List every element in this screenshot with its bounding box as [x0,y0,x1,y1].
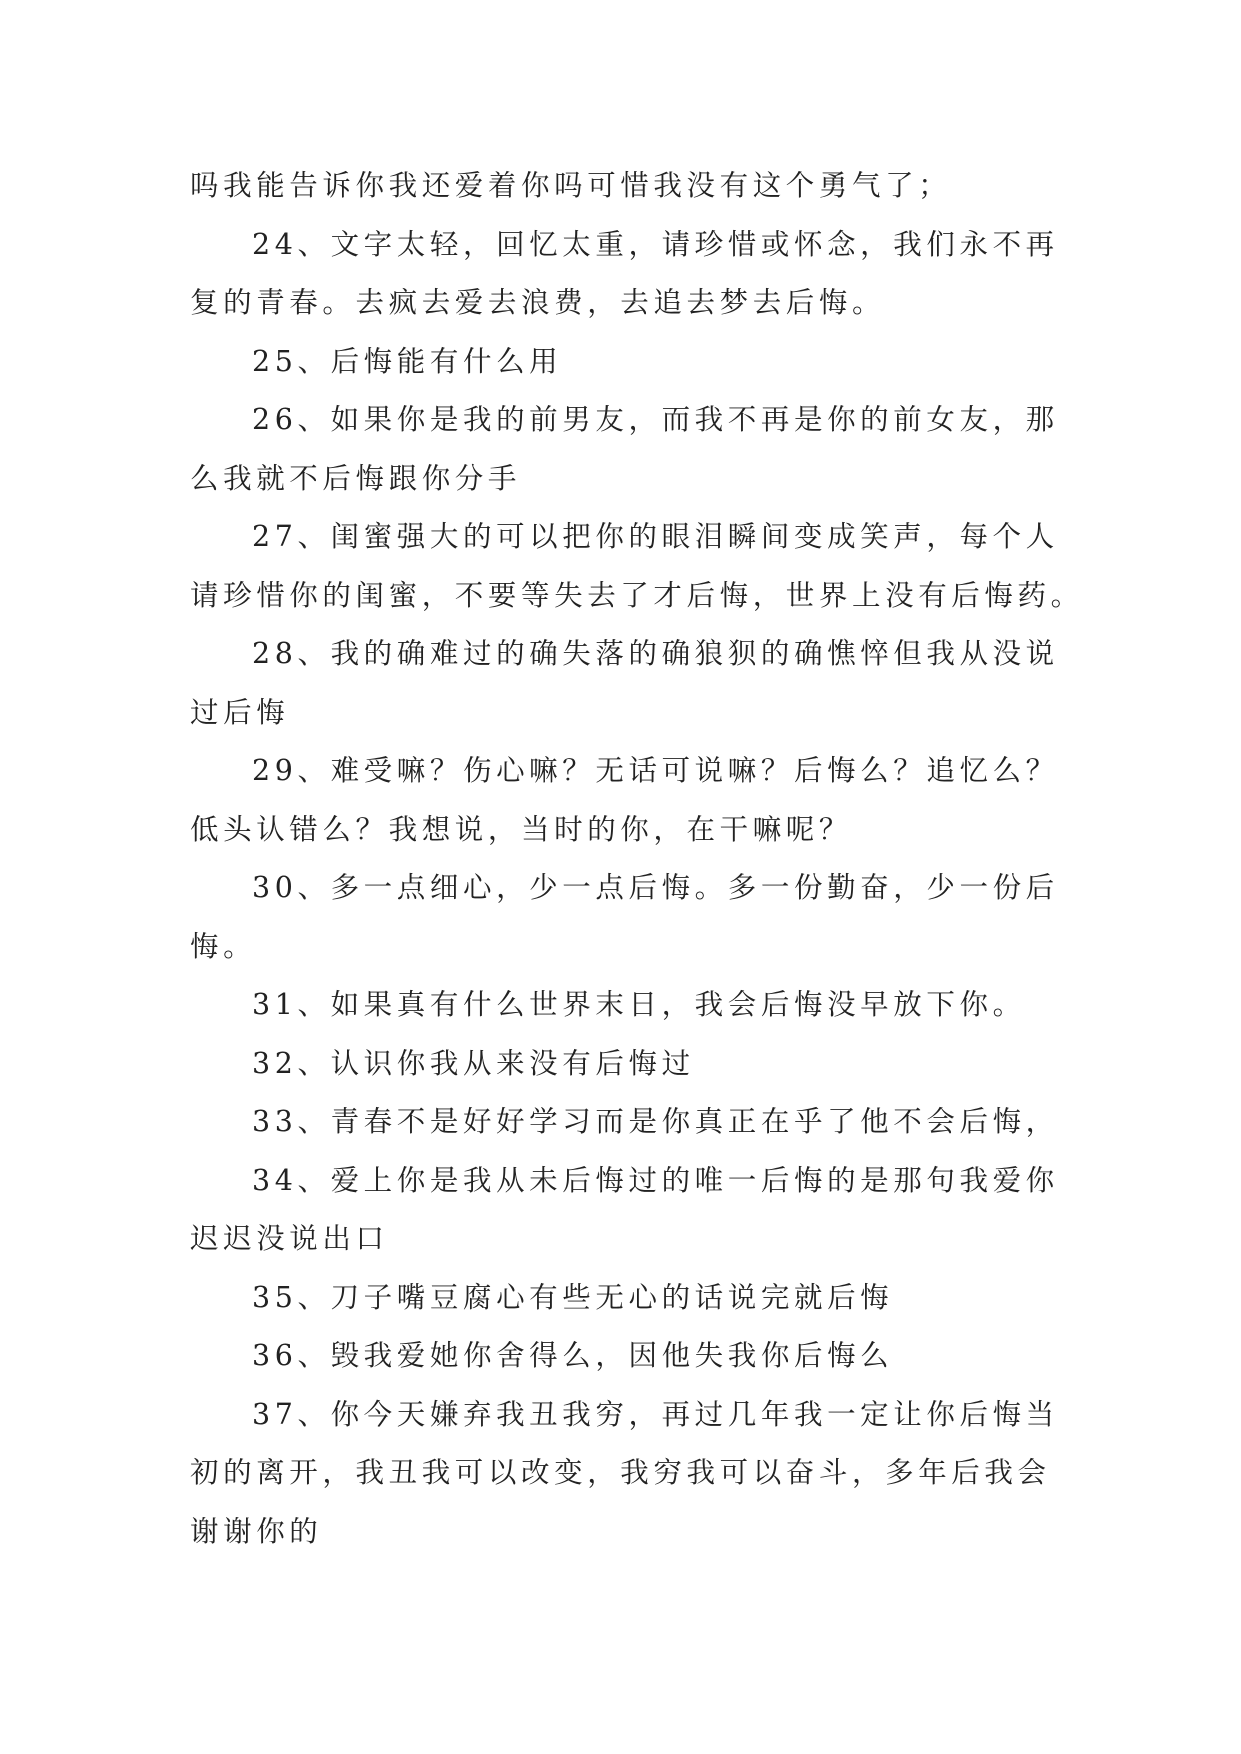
paragraph-line: 复的青春。去疯去爱去浪费，去追去梦去后悔。 [190,286,886,319]
paragraph-line: 29、难受嘛？伤心嘛？无话可说嘛？后悔么？追忆么？ [252,754,1059,787]
paragraph-line: 30、多一点细心，少一点后悔。多一份勤奋，少一份后 [252,871,1059,904]
paragraph-line: 28、我的确难过的确失落的确狼狈的确憔悴但我从没说 [252,637,1059,670]
paragraph-line: 32、认识你我从来没有后悔过 [252,1046,695,1080]
paragraph-line: 迟迟没说出口 [190,1222,389,1255]
paragraph-line: 37、你今天嫌弃我丑我穷，再过几年我一定让你后悔当 [252,1397,1059,1431]
paragraph-line: 吗我能告诉你我还爱着你吗可惜我没有这个勇气了； [190,169,952,202]
paragraph-line: 过后悔 [190,695,290,729]
paragraph-line: 24、文字太轻，回忆太重，请珍惜或怀念，我们永不再 [252,227,1059,261]
paragraph-line: 25、后悔能有什么用 [252,344,563,378]
paragraph-line: 26、如果你是我的前男友，而我不再是你的前女友，那 [252,403,1059,436]
paragraph-line: 36、毁我爱她你舍得么，因他失我你后悔么 [252,1339,894,1372]
document-body [190,157,1084,1561]
paragraph-line: 34、爱上你是我从未后悔过的唯一后悔的是那句我爱你 [252,1163,1059,1197]
paragraph-line: 么我就不后悔跟你分手 [190,461,522,495]
paragraph-line: 谢谢你的 [190,1514,323,1548]
paragraph-line: 31、如果真有什么世界末日，我会后悔没早放下你。 [252,988,1026,1021]
paragraph-line: 35、刀子嘴豆腐心有些无心的话说完就后悔 [252,1280,894,1314]
paragraph-line: 33、青春不是好好学习而是你真正在乎了他不会后悔， [252,1105,1059,1138]
paragraph-line: 初的离开，我丑我可以改变，我穷我可以奋斗，多年后我会 [190,1456,1051,1489]
paragraph-line: 请珍惜你的闺蜜，不要等失去了才后悔，世界上没有后悔药。 [190,578,1084,612]
paragraph-line: 低头认错么？我想说，当时的你，在干嘛呢？ [190,812,853,846]
paragraph-line: 悔。 [190,929,257,963]
paragraph-line: 27、闺蜜强大的可以把你的眼泪瞬间变成笑声，每个人 [252,520,1059,553]
